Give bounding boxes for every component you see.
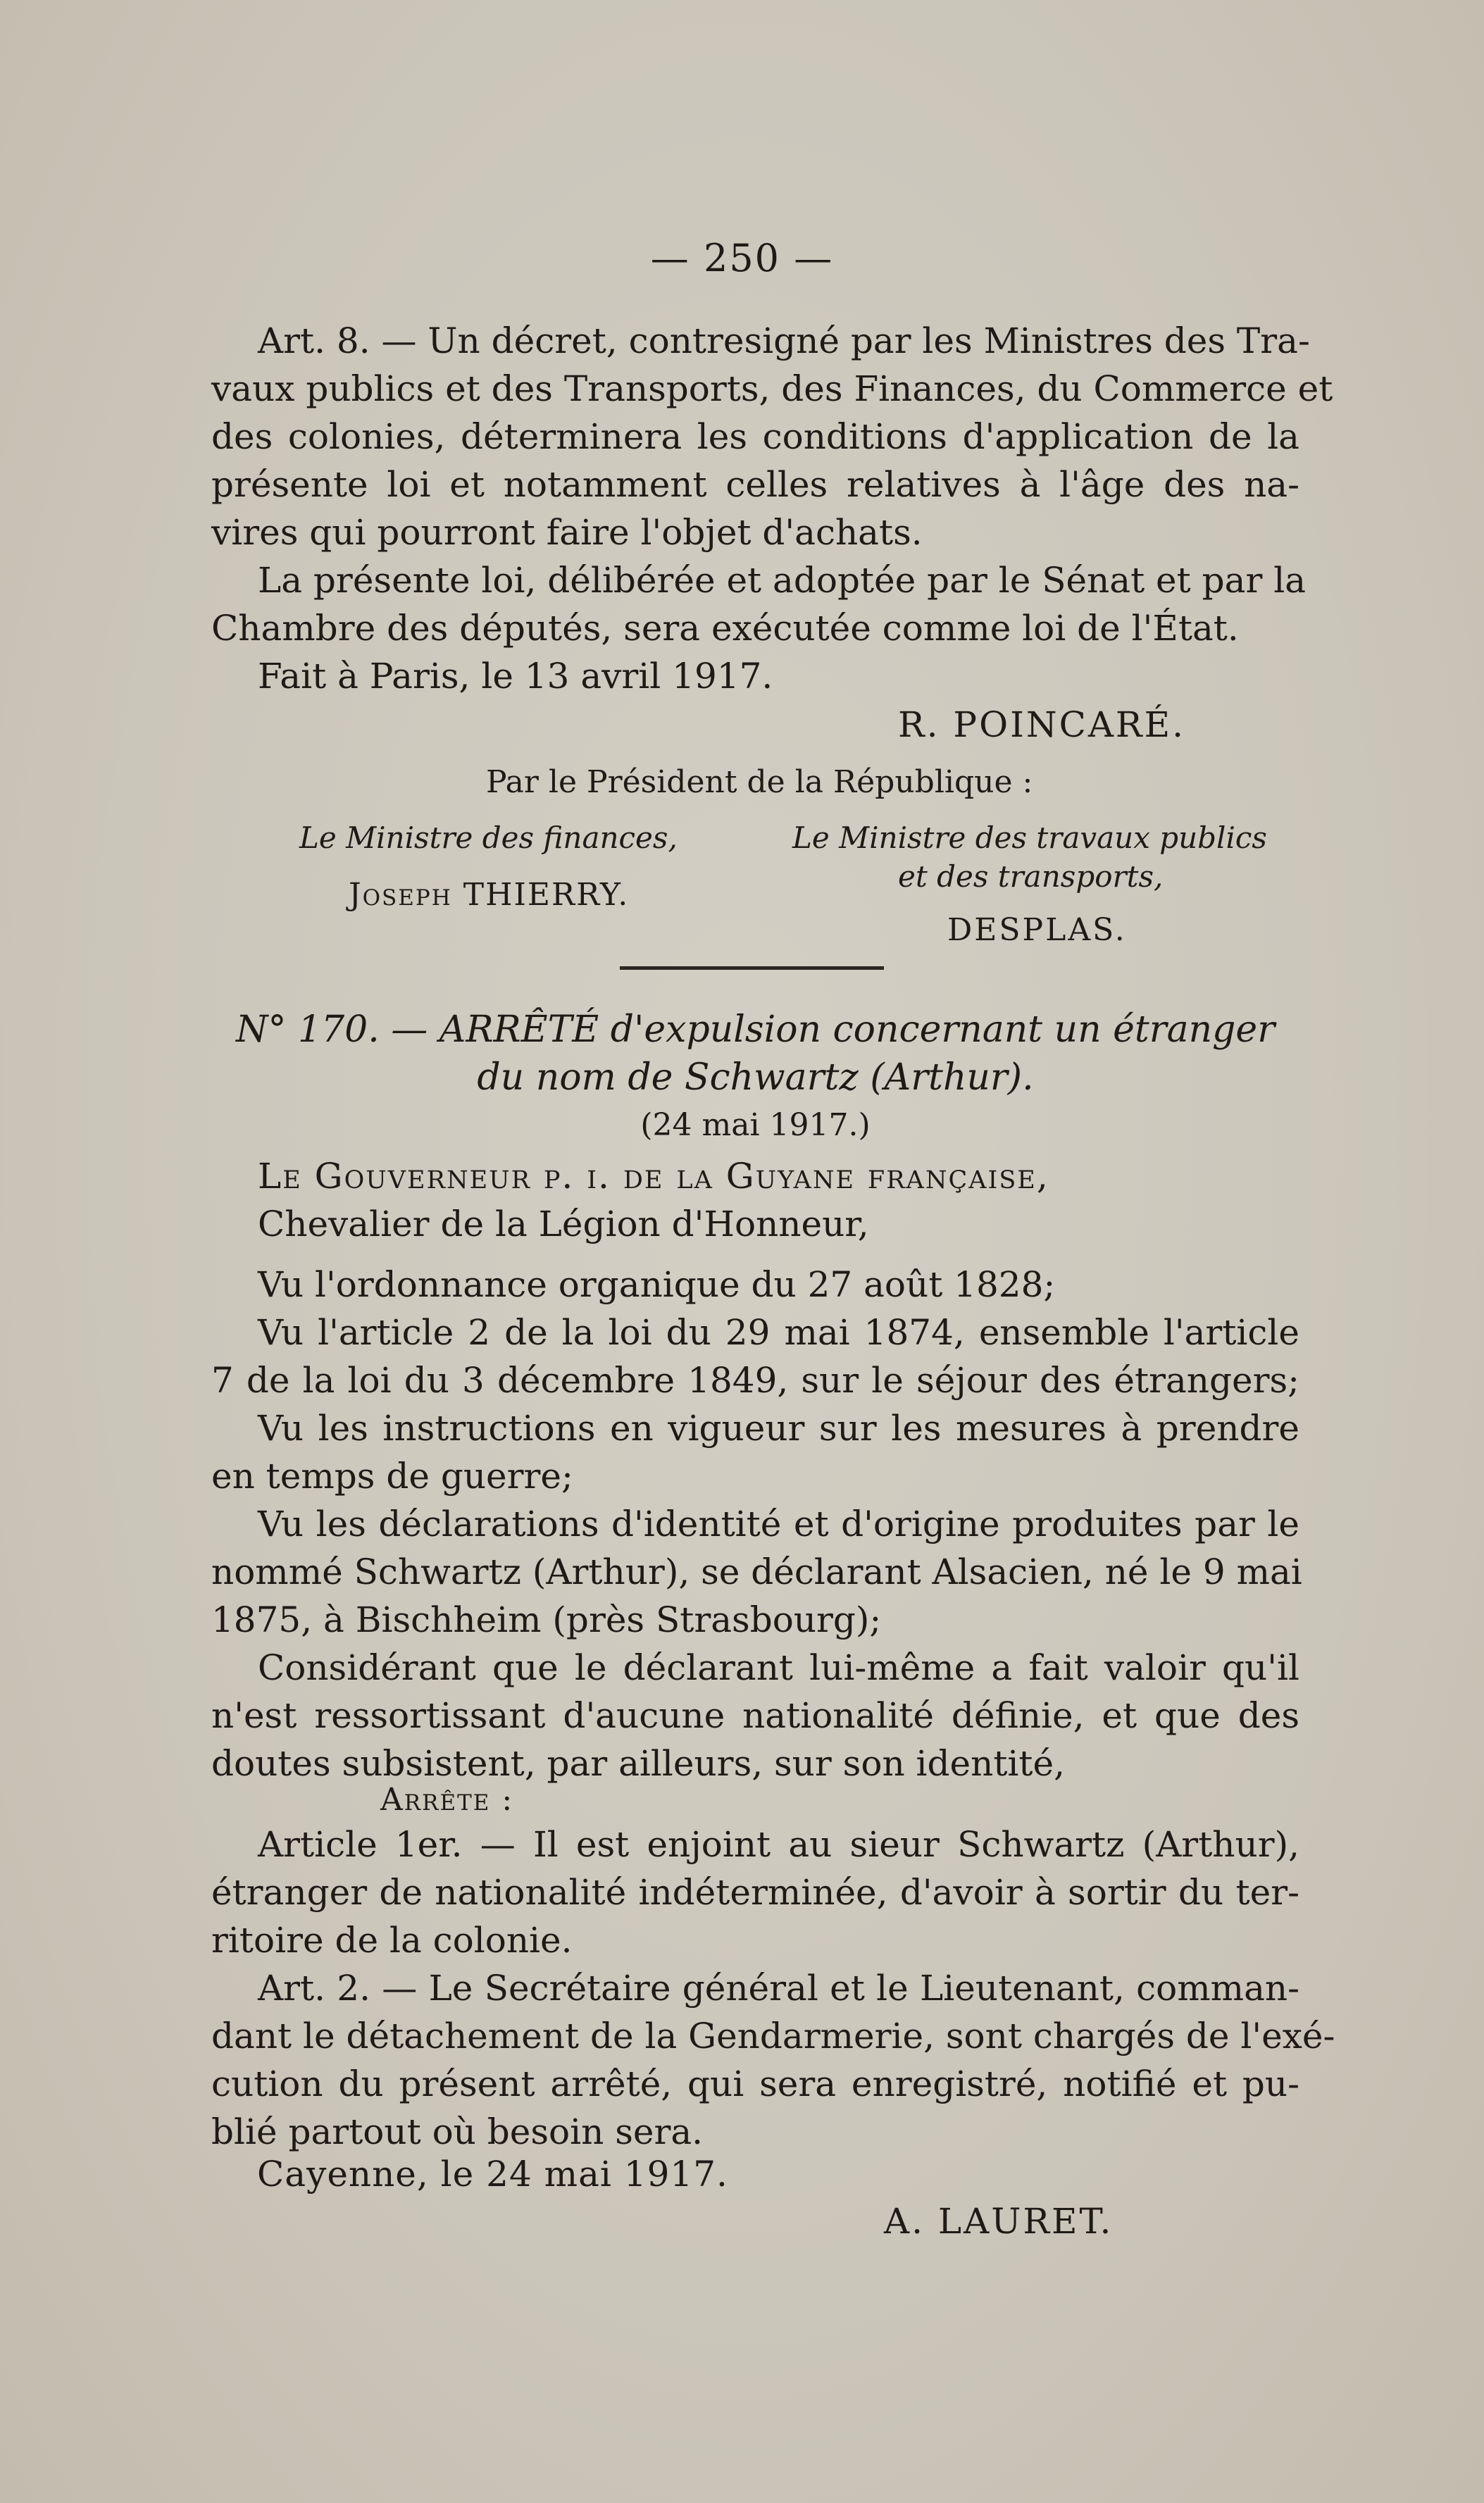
text-line: Art. 8. — Un décret, contresigné par les Ministres des Tra- <box>258 320 1310 361</box>
decree-considerations <box>211 1261 1302 1787</box>
text-line: Considérant que le déclarant lui-même a fait valoir qu'il <box>258 1647 1299 1688</box>
text-line: La présente loi, délibérée et adoptée par le Sénat et par la <box>258 560 1307 601</box>
text-line: 1875, à Bischheim (près Strasbourg); <box>211 1599 882 1640</box>
minister-works-title-2: et des transports, <box>898 859 1164 894</box>
minister-finance-name: Joseph THIERRY. <box>349 877 630 913</box>
article-line: ritoire de la colonie. <box>211 1920 573 1961</box>
text-line: nommé Schwartz (Arthur), se déclarant Alsacien, né le 9 mai <box>211 1552 1302 1592</box>
governor-line: Le Gouverneur p. i. de la Guyane française, <box>258 1156 1049 1197</box>
governor-line: Chevalier de la Légion d'Honneur, <box>258 1204 869 1244</box>
place-date: Cayenne, le 24 mai 1917. <box>257 2154 728 2195</box>
decree-heading: N° 170. — ARRÊTÉ d'expulsion concernant un étranger <box>235 1009 1276 1051</box>
text-line: Vu les déclarations d'identité et d'origine produites par le <box>258 1504 1299 1544</box>
text-line: 7 de la loi du 3 décembre 1849, sur le séjour des étrangers; <box>211 1360 1299 1401</box>
text-line: doutes subsistent, par ailleurs, sur son identité, <box>211 1743 1065 1784</box>
text-line: Chambre des députés, sera exécutée comme loi de l'État. <box>211 608 1239 649</box>
text-line: Vu l'article 2 de la loi du 29 mai 1874, ensemble l'article <box>258 1312 1299 1353</box>
text-line: vires qui pourront faire l'objet d'achats. <box>211 512 923 553</box>
article-line: cution du présent arrêté, qui sera enregistré, notifié et pu- <box>211 2064 1299 2104</box>
article-line: blié partout où besoin sera. <box>211 2111 704 2152</box>
page-number: — 250 — <box>650 236 834 280</box>
text-line: des colonies, déterminera les conditions d'application de la <box>211 416 1299 457</box>
article-line: dant le détachement de la Gendarmerie, sont chargés de l'exé- <box>211 2016 1335 2056</box>
minister-works-title-1: Le Ministre des travaux publics <box>792 820 1267 855</box>
text-line: Vu les instructions en vigueur sur les mesures à prendre <box>258 1408 1299 1449</box>
decree-subject: du nom de Schwartz (Arthur). <box>477 1056 1034 1099</box>
text-line: vaux publics et des Transports, des Finances, du Commerce et <box>211 368 1333 409</box>
article-line: Article 1er. — Il est enjoint au sieur Schwartz (Arthur), <box>258 1824 1299 1865</box>
article-line: Art. 2. — Le Secrétaire général et le Lieutenant, comman- <box>258 1968 1299 2009</box>
decree-date: (24 mai 1917.) <box>640 1107 871 1143</box>
minister-works-name: DESPLAS. <box>947 912 1127 948</box>
minister-finance-title: Le Ministre des finances, <box>299 820 678 855</box>
president-signature: R. POINCARÉ. <box>898 704 1185 745</box>
text-line: n'est ressortissant d'aucune nationalité définie, et que des <box>211 1695 1299 1736</box>
text-line: en temps de guerre; <box>211 1456 573 1497</box>
decree-body <box>211 1152 1299 1248</box>
text-line: Fait à Paris, le 13 avril 1917. <box>258 656 773 697</box>
governor-signature: A. LAURET. <box>884 2201 1114 2242</box>
section-divider <box>620 966 884 970</box>
text-line: présente loi et notamment celles relatives à l'âge des na- <box>211 464 1299 505</box>
by-president-line: Par le Président de la République : <box>486 764 1033 800</box>
article-line: étranger de nationalité indéterminée, d'avoir à sortir du ter- <box>211 1872 1299 1913</box>
text-line: Vu l'ordonnance organique du 27 août 1828; <box>258 1264 1056 1305</box>
arrete-label: Arrête : <box>380 1782 514 1818</box>
decree-articles <box>211 1821 1335 2156</box>
law-body <box>211 317 1333 700</box>
